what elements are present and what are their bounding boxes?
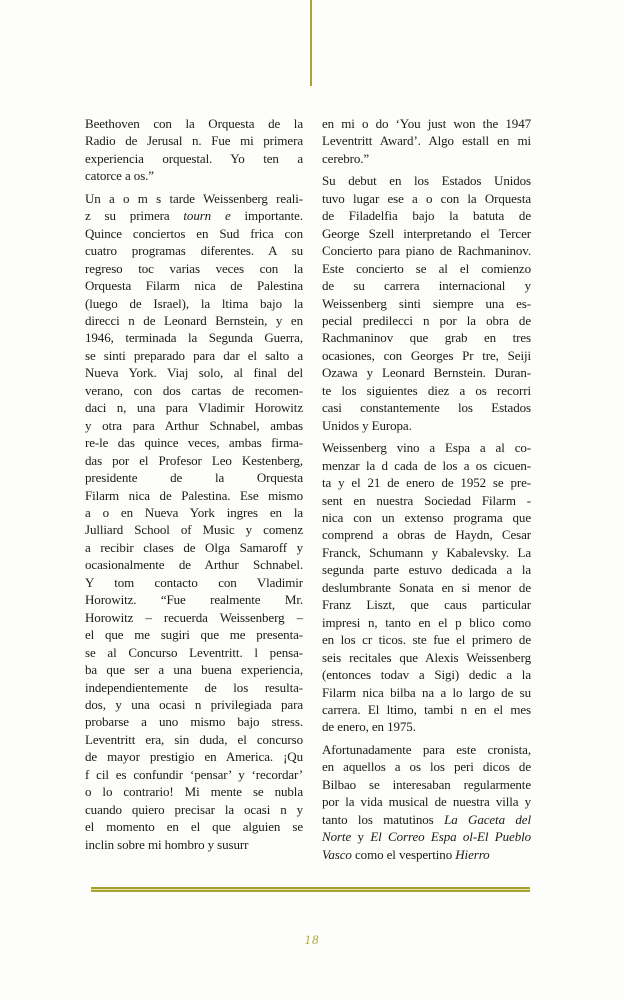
text-line: 1946, terminada la Segunda Guerra, — [85, 330, 303, 346]
paragraph — [85, 115, 303, 185]
text-line: Su debut en los Estados Unidos — [322, 173, 531, 189]
text-line: tanto los matutinos La Gaceta del — [322, 811, 531, 827]
text-line: George Szell interpretando el Tercer — [322, 225, 531, 241]
text-line: (entonces todav a Sigi) dedic a la — [322, 667, 531, 683]
paragraph — [322, 172, 531, 434]
text-line: ba que ser a una buena experiencia, — [85, 662, 303, 678]
text-line: (luego de Israel), la ltima bajo la — [85, 295, 303, 311]
text-line: cuatro programas diferentes. A su — [85, 243, 303, 259]
text-line: Afortunadamente para este cronista, — [322, 741, 531, 757]
text-line: de su carrera internacional y — [322, 278, 531, 294]
text-line: Filarm nica bilba na a lo largo de su — [322, 684, 531, 700]
text-line: Leventritt Award’. Algo estall en mi — [322, 133, 531, 149]
text-line: Rachmaninov que grab en tres — [322, 330, 531, 346]
text-line: Weissenberg sinti siempre una es- — [322, 295, 531, 311]
text-line: tuvo lugar ese a o con la Orquesta — [322, 190, 531, 206]
text-line: de mayor prestigio en America. ¡Qu — [85, 749, 303, 765]
text-line: Leventritt era, sin duda, el concurso — [85, 731, 303, 747]
text-columns — [85, 115, 531, 863]
text-line: f cil es confundir ‘pensar’ y ‘recordar’ — [85, 766, 303, 782]
text-line: re-le das quince veces, ambas firma- — [85, 435, 303, 451]
text-line: regreso toc varias veces con la — [85, 260, 303, 276]
text-line: menzar la d cada de los a os cicuen- — [322, 457, 531, 473]
text-line: Un a o m s tarde Weissenberg reali- — [85, 190, 303, 206]
text-line: inclin sobre mi hombro y susurr — [85, 836, 249, 852]
text-line: ocasionalmente de Arthur Schnabel. — [85, 557, 303, 573]
top-column-divider-rule — [310, 0, 312, 86]
text-line: en mi o do ‘You just won the 1947 — [322, 116, 531, 131]
text-line: ta y el 21 de enero de 1952 se pre- — [322, 475, 531, 491]
text-line: Norte y El Correo Espa ol-El Pueblo — [322, 829, 532, 845]
text-line: z su primera tourn e importante. — [85, 208, 303, 224]
text-line: te los siguientes diez a os recorri — [322, 382, 531, 398]
text-line: en aquellos a os los peri dicos de — [322, 759, 531, 775]
text-line: probarse a uno mismo bajo stress. — [85, 714, 303, 730]
text-line: cerebro.” — [322, 150, 370, 166]
text-line: Y tom contacto con Vladimir — [85, 574, 303, 590]
text-line: experiencia orquestal. Yo ten a — [85, 150, 303, 166]
footer-rule-thin — [91, 890, 530, 892]
text-line: de enero, en 1975. — [322, 719, 416, 735]
text-line: carrera. El ltimo, tambi n en el mes — [322, 701, 531, 717]
page-number: 18 — [304, 932, 320, 947]
text-line: Quince conciertos en Sud frica con — [85, 225, 303, 241]
text-line: a o en Nueva York ingres en la — [85, 504, 303, 520]
paragraph — [322, 439, 531, 736]
text-line: daci n, una para Vladimir Horowitz — [85, 400, 303, 416]
text-line: de Filadelfia bajo la batuta de — [322, 208, 531, 224]
text-line: Nueva York. Viaj solo, al final del — [85, 365, 303, 381]
text-line: presidente de la Orquesta — [85, 470, 303, 486]
text-line: catorce a os.” — [85, 168, 154, 184]
text-line: seis recitales que Alexis Weissenberg — [322, 649, 531, 665]
text-line: casi constantemente los Estados — [322, 400, 531, 416]
text-line: se sinti preparado para dar el salto a — [85, 347, 303, 363]
footer-double-rule — [91, 887, 530, 892]
text-line: se al Concurso Leventritt. l pensa- — [85, 644, 303, 660]
text-line: Este concierto se al el comienzo — [322, 260, 531, 276]
text-line: Concierto para piano de Rachmaninov. — [322, 243, 531, 259]
text-line: dos, y una ocasi n privilegiada para — [85, 696, 303, 712]
text-line: Franz Liszt, que caus particular — [322, 597, 531, 613]
text-line: Radio de Jerusal n. Fue mi primera — [85, 133, 303, 149]
text-line: en los cr ticos. ste fue el primero de — [322, 632, 531, 648]
text-line: Beethoven con la Orquesta de la — [85, 116, 303, 131]
column-left — [85, 115, 303, 863]
text-line: Horowitz. “Fue realmente Mr. — [85, 592, 303, 608]
text-line: segunda parte estuvo dedicada a la — [322, 562, 531, 578]
column-right — [322, 115, 531, 863]
text-line: Franck, Schumann y Kabalevsky. La — [322, 544, 531, 560]
text-line: Orquesta Filarm nica de Palestina — [85, 278, 303, 294]
paragraph — [322, 115, 531, 167]
text-line: Filarm nica de Palestina. Ese mismo — [85, 487, 303, 503]
text-line: Unidos y Europa. — [322, 417, 412, 433]
text-line: das por el Profesor Leo Kestenberg, — [85, 452, 303, 468]
text-line: por la vida musical de nuestra villa y — [322, 794, 531, 810]
text-line: impresi n, tanto en el p blico como — [322, 614, 531, 630]
text-line: deslumbrante Sonata en si menor de — [322, 579, 531, 595]
text-line: nica con un extenso programa que — [322, 509, 531, 525]
text-line: Bilbao se interesaban regularmente — [322, 776, 531, 792]
text-line: verano, con dos cartas de recomen- — [85, 382, 303, 398]
text-line: ocasiones, con Georges Pr tre, Seiji — [322, 347, 531, 363]
paragraph — [85, 190, 303, 853]
text-line: sent en nuestra Sociedad Filarm - — [322, 492, 531, 508]
text-line: y otra para Arthur Schnabel, ambas — [85, 417, 303, 433]
text-line: independientemente de los resulta- — [85, 679, 303, 695]
text-line: Ozawa y Leonard Bernstein. Duran- — [322, 365, 531, 381]
text-line: direcci n de Leonard Bernstein, y en — [85, 312, 303, 328]
text-line: el momento en el que alguien se — [85, 819, 303, 835]
text-line: Julliard School of Music y comenz — [85, 522, 303, 538]
text-line: pecial predilecci n por la obra de — [322, 312, 531, 328]
text-line: Horowitz – recuerda Weissenberg – — [85, 609, 303, 625]
text-line: el que me sugiri que me presenta- — [85, 627, 303, 643]
paragraph — [322, 741, 531, 863]
text-line: o lo contrario! Mi mente se nubla — [85, 784, 303, 800]
text-line: Weissenberg vino a Espa a al co- — [322, 440, 531, 456]
text-line: comprend a obras de Haydn, Cesar — [322, 527, 531, 543]
text-line: a recibir clases de Olga Samaroff y — [85, 539, 303, 555]
text-line: cuando quiero precisar la ocasi n y — [85, 801, 303, 817]
text-line: Vasco como el vespertino Hierro — [322, 846, 490, 862]
